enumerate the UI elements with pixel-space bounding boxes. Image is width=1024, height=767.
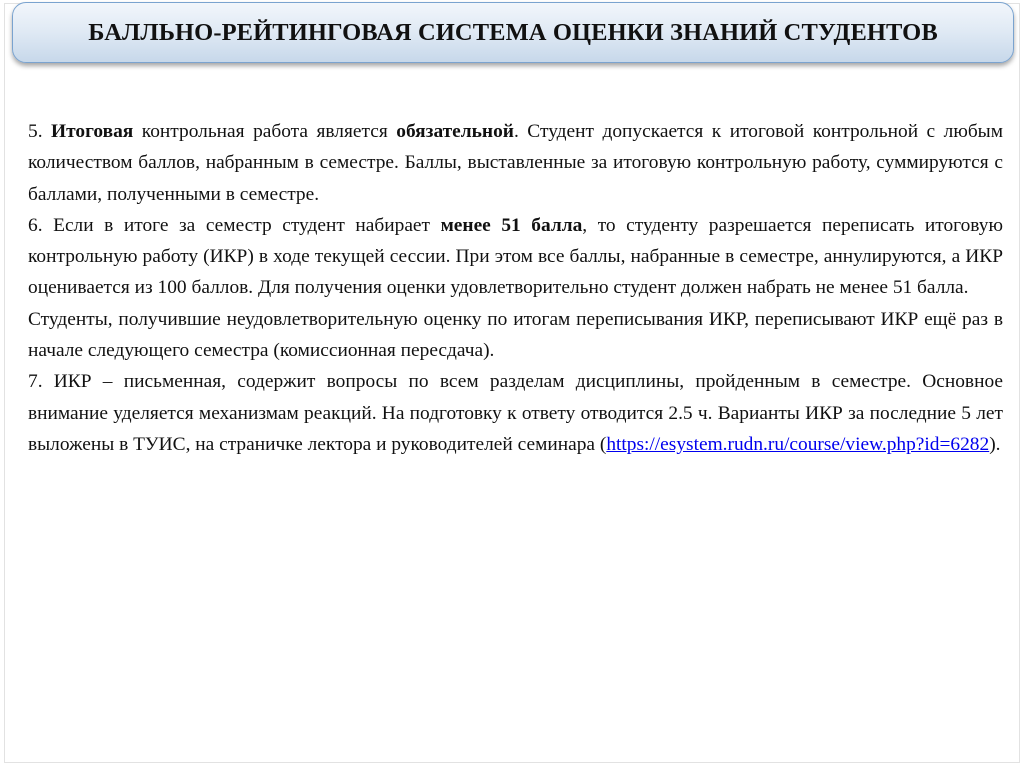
title-banner (12, 2, 1014, 63)
slide-content (28, 116, 1003, 460)
paragraph-6-bold-less-51: менее 51 балла (440, 214, 583, 236)
paragraph-5-text-1: контрольная работа является (141, 121, 388, 142)
paragraph-6 (28, 210, 1003, 304)
paragraph-5-bold-final: Итоговая (51, 121, 134, 142)
paragraph-6-text-2: , то студенту разрешается переписать итоговую контрольную работу (ИКР) в ходе текущей сессии. При этом все баллы, набранные в семестре, аннулируются, а ИКР оценивается из 100 баллов. Для получения оценки удовлетворительно студент должен набрать не менее 51 балла. (28, 214, 1003, 299)
paragraph-6b (28, 304, 1003, 367)
paragraph-7-text-1: 7. ИКР – письменная, содержит вопросы по всем разделам дисциплины, пройденным в семестре. Основное внимание уделяется механизмам реакций. На подготовку к ответу отводится 2.5 ч. Варианты ИКР за последние 5 лет выложены в ТУИС, на страничке лектора и руководителей семинара ( (28, 371, 1003, 455)
course-link[interactable]: https://esystem.rudn.ru/course/view.php?id=6282 (606, 433, 990, 455)
paragraph-5-bold-mandatory: обязательной (396, 121, 514, 142)
paragraph-6-text-1: 6. Если в итоге за семестр студент набирает (28, 214, 431, 236)
paragraph-5-text-2: . Студент допускается к итоговой контрольной с любым количеством баллов, набранным в семестре. Баллы, выставленные за итоговую контрольную работу, суммируются с баллами, полученными в семестре. (28, 121, 1003, 205)
paragraph-6b-text: Студенты, получившие неудовлетворительную оценку по итогам переписывания ИКР, переписывают ИКР ещё раз в начале следующего семестра (комиссионная пересдача). (28, 308, 1003, 362)
paragraph-5 (28, 116, 1003, 210)
paragraph-5-number: 5. (28, 121, 43, 142)
paragraph-7 (28, 366, 1003, 460)
paragraph-7-text-2: ). (989, 433, 1001, 455)
slide-title: БАЛЛЬНО-РЕЙТИНГОВАЯ СИСТЕМА ОЦЕНКИ ЗНАНИЙ СТУДЕНТОВ (88, 18, 938, 46)
